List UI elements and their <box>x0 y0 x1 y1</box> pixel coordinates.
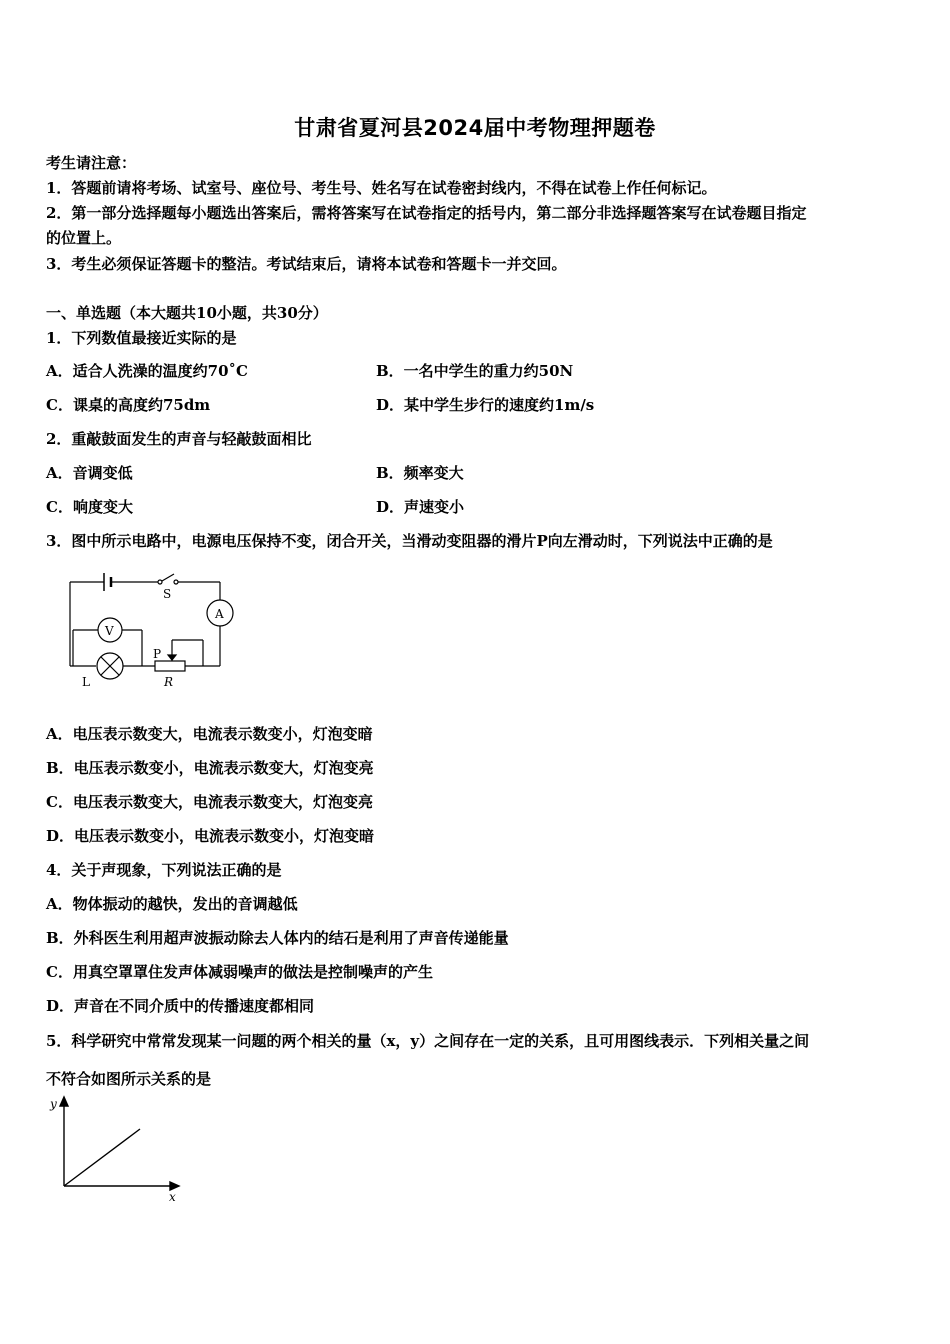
slider-label: P <box>153 647 162 661</box>
question-1-stem: 1．下列数值最接近实际的是 <box>46 329 237 347</box>
y-axis-arrow <box>60 1097 68 1106</box>
question-2-option-a: A．音调变低 <box>46 464 133 482</box>
question-4-option-a: A．物体振动的越快，发出的音调越低 <box>46 895 298 913</box>
x-axis-label: x <box>169 1190 176 1204</box>
circuit-diagram <box>60 568 240 693</box>
xy-graph <box>44 1094 184 1204</box>
switch-label: S <box>163 587 172 601</box>
rheostat-label: R <box>164 675 174 689</box>
question-2-option-c: C．响度变大 <box>46 498 133 516</box>
question-4-option-b: B．外科医生利用超声波振动除去人体内的结石是利用了声音传递能量 <box>46 929 509 947</box>
question-3-option-b: B．电压表示数变小，电流表示数变大，灯泡变亮 <box>46 759 374 777</box>
question-3-option-a: A．电压表示数变大，电流表示数变小，灯泡变暗 <box>46 725 373 743</box>
question-4-stem: 4．关于声现象，下列说法正确的是 <box>46 861 282 879</box>
notice-item: 的位置上。 <box>46 229 122 247</box>
question-1-option-c: C．课桌的高度约75dm <box>46 396 211 414</box>
rheostat-symbol <box>155 661 185 671</box>
y-axis-label: y <box>50 1097 57 1111</box>
question-1-option-d: D．某中学生步行的速度约1m/s <box>376 396 595 414</box>
notice-item: 2．第一部分选择题每小题选出答案后，需将答案写在试卷指定的括号内，第二部分非选择题答案写在试卷题目指定 <box>46 204 807 222</box>
notice-heading: 考生请注意： <box>46 154 137 172</box>
notice-item: 3．考生必须保证答题卡的整洁。考试结束后，请将本试卷和答题卡一并交回。 <box>46 255 567 273</box>
question-3-option-d: D．电压表示数变小，电流表示数变小，灯泡变暗 <box>46 827 375 845</box>
lamp-label: L <box>82 675 90 689</box>
question-1-option-b: B．一名中学生的重力约50N <box>376 362 574 380</box>
x-axis-arrow <box>170 1182 179 1190</box>
slider-arrow <box>168 655 176 660</box>
question-2-option-d: D．声速变小 <box>376 498 465 516</box>
question-4-option-c: C．用真空罩罩住发声体减弱噪声的做法是控制噪声的产生 <box>46 963 433 981</box>
question-1-option-a: A．适合人洗澡的温度约70˚C <box>46 362 248 380</box>
question-2-option-b: B．频率变大 <box>376 464 464 482</box>
question-3-option-c: C．电压表示数变大，电流表示数变大，灯泡变亮 <box>46 793 373 811</box>
proportional-line <box>64 1129 140 1186</box>
section-heading: 一、单选题（本大题共10小题，共30分） <box>46 304 328 322</box>
notice-item: 1．答题前请将考场、试室号、座位号、考生号、姓名写在试卷密封线内，不得在试卷上作任何标记。 <box>46 179 717 197</box>
page-title: 甘肃省夏河县2024届中考物理押题卷 <box>294 116 656 140</box>
question-3-stem: 3．图中所示电路中，电源电压保持不变，闭合开关，当滑动变阻器的滑片P向左滑动时，下列说法中正确的是 <box>46 532 773 550</box>
ammeter-label: A <box>215 607 224 621</box>
switch-blade <box>162 574 174 581</box>
question-4-option-d: D．声音在不同介质中的传播速度都相同 <box>46 997 315 1015</box>
question-5-stem: 5．科学研究中常常发现某一问题的两个相关的量（x，y）之间存在一定的关系，且可用图线表示．下列相关量之间 <box>46 1032 810 1050</box>
question-5-stem-continued: 不符合如图所示关系的是 <box>46 1070 212 1088</box>
question-2-stem: 2．重敲鼓面发生的声音与轻敲鼓面相比 <box>46 430 312 448</box>
voltmeter-label: V <box>105 624 114 638</box>
